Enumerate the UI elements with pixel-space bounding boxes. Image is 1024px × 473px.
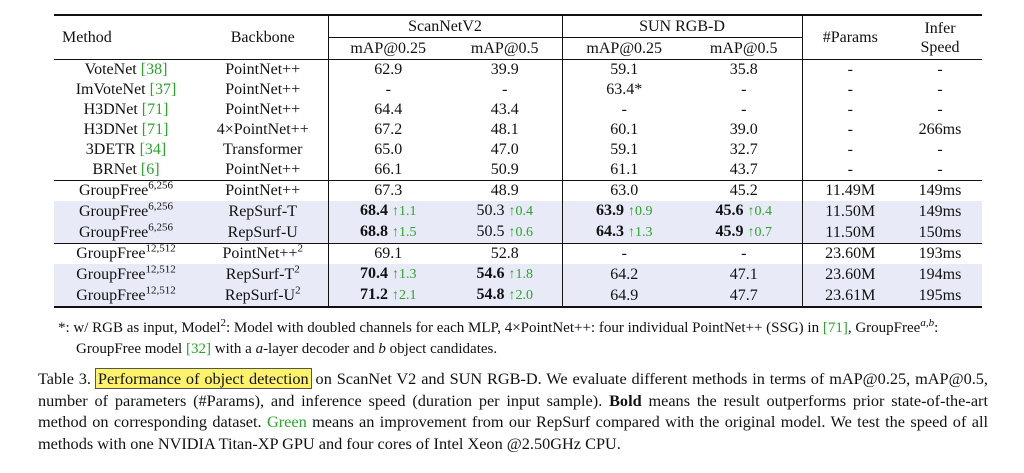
backbone-name: RepSurf-U — [224, 286, 296, 304]
speed-cell: 194ms — [898, 264, 982, 285]
sun-map5-cell: 35.8 — [729, 61, 758, 78]
improvement-delta: ↑1.5 — [392, 225, 417, 240]
params-cell: - — [802, 80, 898, 100]
footnote-text: -layer decoder and — [263, 341, 379, 357]
results-table — [54, 14, 982, 308]
sun-map5-value: 45.9 — [715, 223, 744, 240]
sun-map5-value: 45.6 — [715, 202, 744, 219]
footnote-text: GroupFree model — [76, 341, 186, 357]
backbone-cell: PointNet++ — [225, 161, 301, 178]
sun-map25-cell: 63.4* — [562, 80, 686, 100]
sun-map25-value: 63.9 — [596, 202, 624, 219]
method-config-sup: 12,512 — [145, 242, 176, 255]
improvement-delta: ↑1.3 — [628, 225, 653, 240]
footnote-var: a — [255, 341, 264, 357]
method-name: 3DETR — [85, 141, 136, 158]
table-row — [54, 264, 982, 285]
scannet-map5-cell: 39.9 — [490, 61, 519, 78]
scannet-map25-cell: 69.1 — [328, 244, 448, 265]
params-cell: 23.60M — [802, 244, 898, 265]
scannet-map25-cell: 65.0 — [328, 140, 448, 160]
table-row — [54, 120, 982, 140]
citation-link[interactable]: [37] — [149, 81, 177, 98]
sun-map25-cell: 64.2 — [562, 264, 686, 285]
speed-cell: 193ms — [918, 245, 962, 262]
sun-map25-value: 64.3 — [596, 223, 624, 240]
header-scannet-map5: mAP@0.5 — [470, 39, 539, 57]
speed-cell: 195ms — [898, 285, 982, 307]
sun-map25-cell: - — [562, 244, 686, 265]
method-name: ImVoteNet — [75, 81, 146, 98]
improvement-delta: ↑2.0 — [508, 288, 533, 303]
method-name: H3DNet — [83, 101, 138, 118]
scannet-map5-cell: 47.0 — [490, 141, 519, 158]
backbone-cell: 4×PointNet++ — [216, 121, 309, 138]
footnote-text: with a — [210, 341, 256, 357]
params-cell: 11.49M — [802, 181, 898, 202]
footnote-sup: 2 — [220, 317, 227, 329]
table-row — [54, 60, 982, 81]
table-row — [54, 160, 982, 181]
improvement-delta: ↑1.1 — [392, 204, 417, 219]
speed-cell: 266ms — [918, 121, 962, 138]
params-cell: - — [802, 100, 898, 120]
sun-map25-cell: 59.1 — [562, 140, 686, 160]
method-name: GroupFree — [76, 245, 146, 262]
sun-map5-cell: - — [741, 81, 747, 98]
method-name: BRNet — [92, 161, 137, 178]
method-name: GroupFree — [76, 265, 146, 283]
params-cell: 23.60M — [802, 264, 898, 285]
header-backbone: Backbone — [230, 28, 295, 46]
table-caption — [38, 368, 988, 454]
table-footnote — [58, 318, 978, 360]
method-name: H3DNet — [83, 121, 138, 138]
method-config-sup: 6,256 — [148, 179, 174, 192]
header-scannet-map25: mAP@0.25 — [328, 38, 448, 60]
scannet-map5-cell: 48.9 — [490, 182, 519, 199]
scannet-map5-value: 54.6 — [476, 265, 505, 282]
params-cell: - — [802, 120, 898, 140]
sun-map25-cell: 64.9 — [562, 285, 686, 307]
table-row — [54, 201, 982, 222]
sun-map25-cell: 61.1 — [562, 160, 686, 181]
header-speed-line1: Infer — [924, 19, 956, 37]
method-name: GroupFree — [76, 286, 146, 304]
scannet-map5-cell: 48.1 — [490, 121, 519, 138]
citation-link[interactable]: [71] — [822, 320, 848, 336]
method-config-sup: 6,256 — [148, 200, 174, 213]
sun-map5-cell: 47.7 — [686, 285, 802, 307]
sun-map25-cell: 63.0 — [562, 181, 686, 202]
caption-text: on ScanNet V2 and SUN RGB-D. We evaluate different methods in terms of mAP@0.25, mAP@0.5, number of parameters (#Params), and inference speed (duration per input sample). — [38, 369, 988, 410]
improvement-delta: ↑0.7 — [747, 225, 772, 240]
scannet-map25-cell: 62.9 — [328, 60, 448, 81]
method-config-sup: 6,256 — [148, 221, 174, 234]
backbone-cell: PointNet++ — [225, 81, 301, 98]
speed-cell: - — [937, 81, 943, 98]
sun-map25-cell: 60.1 — [562, 120, 686, 140]
speed-cell: 149ms — [918, 182, 962, 199]
backbone-cell: PointNet++ — [225, 182, 301, 199]
improvement-delta: ↑0.9 — [628, 204, 653, 219]
citation-link[interactable]: [71] — [141, 121, 169, 138]
header-sun-map5: mAP@0.5 — [709, 39, 778, 57]
method-name: VoteNet — [84, 61, 137, 78]
scannet-map25-value: 68.4 — [360, 202, 388, 219]
citation-link[interactable]: [34] — [139, 141, 167, 158]
backbone-cell: Transformer — [223, 141, 303, 158]
caption-text: means an improvement from our RepSurf compared with the original model. We test the speed of all methods with one NVIDIA Titan-XP GPU and four cores of Intel Xeon @2.50GHz CPU. — [38, 412, 988, 453]
scannet-map5-cell: 52.8 — [490, 245, 519, 262]
backbone-cell: RepSurf-T — [198, 201, 328, 222]
scannet-map5-value: 50.5 — [476, 223, 505, 240]
params-cell: 11.50M — [802, 201, 898, 222]
speed-cell: - — [937, 61, 943, 78]
scannet-map5-value: 54.8 — [476, 286, 505, 303]
header-speed-line2: Speed — [920, 38, 960, 56]
caption-text: means the result outperforms prior state-of-the-art method on corresponding dataset. — [38, 390, 988, 431]
params-cell: 11.50M — [802, 222, 898, 244]
backbone-cell: PointNet++ — [225, 101, 301, 118]
backbone-sup: 2 — [297, 242, 303, 255]
speed-cell: - — [937, 161, 943, 178]
footnote-text: : Model with doubled channels for each MLP, 4×PointNet++: four individual PointNet++ (SSG) in — [226, 320, 823, 336]
backbone-sup: 2 — [294, 263, 300, 276]
table-row — [54, 140, 982, 160]
header-params: #Params — [802, 15, 898, 60]
scannet-map5-cell: 43.4 — [490, 101, 519, 118]
sun-map5-cell: 47.1 — [686, 264, 802, 285]
footnote-var: b — [378, 341, 386, 357]
method-name: GroupFree — [78, 202, 149, 220]
improvement-delta: ↑0.4 — [508, 204, 533, 219]
caption-bold-word: Bold — [609, 390, 642, 410]
method-config-sup: 12,512 — [145, 284, 176, 297]
scannet-map25-cell: - — [328, 80, 448, 100]
citation-link[interactable]: [6] — [140, 161, 160, 178]
speed-cell: - — [937, 101, 943, 118]
footnote-star: * — [58, 320, 66, 336]
scannet-map25-value: 71.2 — [360, 286, 388, 303]
params-cell: - — [802, 140, 898, 160]
citation-link[interactable]: [32] — [185, 341, 211, 357]
improvement-delta: ↑1.8 — [508, 267, 533, 282]
scannet-map25-cell: 66.1 — [328, 160, 448, 181]
header-sun-map25: mAP@0.25 — [562, 38, 686, 60]
footnote-sup: a,b — [920, 317, 935, 329]
speed-cell: 149ms — [898, 201, 982, 222]
improvement-delta: ↑0.4 — [747, 204, 772, 219]
speed-cell: 150ms — [898, 222, 982, 244]
sun-map25-cell: 59.1 — [562, 60, 686, 81]
footnote-line-1 — [58, 318, 978, 339]
footnote-text: object candidates. — [385, 341, 498, 357]
scannet-map5-value: 50.3 — [476, 202, 505, 219]
header-method: Method — [62, 28, 112, 46]
sun-map5-cell: 32.7 — [729, 141, 758, 158]
backbone-cell: PointNet++ — [225, 61, 301, 78]
table-row — [54, 244, 982, 265]
sun-map25-cell: - — [562, 100, 686, 120]
backbone-name: RepSurf-T — [225, 265, 295, 283]
method-name: GroupFree — [78, 182, 149, 199]
scannet-map25-cell: 64.4 — [328, 100, 448, 120]
backbone-cell: RepSurf-U — [198, 222, 328, 244]
params-cell: - — [802, 60, 898, 81]
method-name: GroupFree — [78, 223, 149, 241]
caption-highlight: Performance of object detection — [97, 369, 309, 388]
method-config-sup: 12,512 — [145, 263, 176, 276]
params-cell: - — [802, 160, 898, 181]
footnote-text: : w/ RGB as input, Model — [65, 320, 221, 336]
header-sunrgbd: SUN RGB-D — [562, 15, 802, 38]
backbone-sup: 2 — [295, 284, 301, 297]
footnote-line-2 — [58, 339, 978, 360]
header-scannet: ScanNetV2 — [328, 15, 562, 38]
scannet-map25-cell: 67.2 — [328, 120, 448, 140]
params-cell: 23.61M — [802, 285, 898, 307]
scannet-map5-cell: 50.9 — [490, 161, 519, 178]
sun-map5-cell: - — [741, 101, 747, 118]
improvement-delta: ↑0.6 — [508, 225, 533, 240]
scannet-map25-cell: 67.3 — [328, 181, 448, 202]
table-row — [54, 285, 982, 307]
caption-green-word: Green — [266, 412, 307, 431]
table-row — [54, 80, 982, 100]
citation-link[interactable]: [38] — [140, 61, 168, 78]
scannet-map5-cell: - — [502, 81, 508, 98]
sun-map5-cell: 39.0 — [729, 121, 758, 138]
header-speed — [898, 15, 982, 60]
footnote-text: , GroupFree — [847, 320, 921, 336]
speed-cell: - — [937, 141, 943, 158]
scannet-map25-value: 68.8 — [360, 223, 388, 240]
sun-map5-cell: 45.2 — [729, 182, 758, 199]
table-row — [54, 222, 982, 244]
sun-map5-cell: - — [741, 245, 747, 262]
improvement-delta: ↑1.3 — [392, 267, 417, 282]
backbone-name: PointNet++ — [222, 245, 298, 262]
citation-link[interactable]: [71] — [141, 101, 169, 118]
table-row — [54, 100, 982, 120]
scannet-map25-value: 70.4 — [360, 265, 388, 282]
table-row — [54, 181, 982, 202]
sun-map5-cell: 43.7 — [729, 161, 758, 178]
caption-label: Table 3. — [38, 369, 92, 388]
improvement-delta: ↑2.1 — [392, 288, 417, 303]
footnote-text: : — [934, 320, 939, 336]
